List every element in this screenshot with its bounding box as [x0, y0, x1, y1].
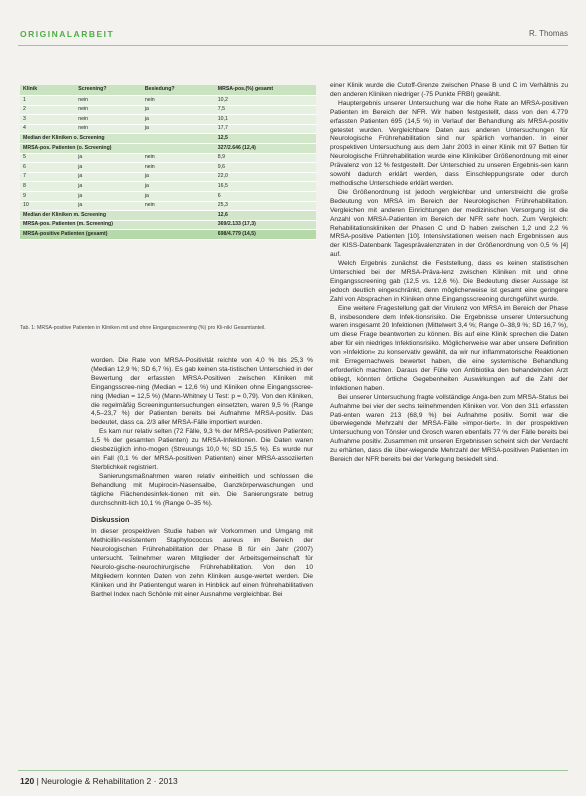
cell: 9,6 [215, 163, 316, 173]
cell: ja [142, 105, 215, 115]
cell: 25,3 [215, 201, 316, 211]
col-header-screening: Screening? [75, 85, 142, 96]
cell: 7,5 [215, 105, 316, 115]
page-number: 120 [20, 776, 35, 786]
cell: 4 [20, 124, 75, 134]
cell: ja [142, 182, 215, 192]
summary-row [20, 220, 316, 230]
table-row [20, 191, 316, 201]
section-label: ORIGINALARBEIT [20, 29, 115, 39]
cell: 6 [215, 191, 316, 201]
footer-divider [18, 770, 568, 771]
paragraph: Sanierungsmaßnahmen waren relativ einheitlich und schlossen die Behandlung mit Mupirocin-Nasensalbe, Ganzkörperwaschungen und tägliche Flächendesinfek-tionen mit ein. Die Sanierungsrate betrug durchschnitt-lich 10,1 % (Range 0–35 %). [91, 472, 313, 507]
summary-value: 12,5 [215, 134, 316, 144]
cell: ja [142, 124, 215, 134]
page-footer [20, 776, 178, 786]
summary-row [20, 211, 316, 221]
table-row [20, 201, 316, 211]
cell: ja [75, 163, 142, 173]
paragraph: Eine weitere Fragestellung galt der Virulenz von MRSA im Bereich der Phase B, insbesondere dem Infek-tionsrisiko. Die Ergebnisse unserer Untersuchung waren insgesamt 20 Infektionen (Mittelwert 3,4 %; Range 0–38,9 %; SD 16,7 %), um diese Frage beantworten zu können. Bis auf eine Klinik sprechen die Daten aber für ein niedriges Infektionsrisiko. Möglicherweise war aber unsere Definition von »Infektion« zu konservativ gewählt, da wir nur inflammatorische Reaktionen mit Erregernachweis bewertet haben, die eine systemische Behandlung erforderlich machten. Daraus der Fülle von Antibiotika den behandelnden Arzt obliegt, könnten örtliche Gegebenheiten Auswirkungen auf die Zahl der Infektionen haben. [330, 304, 568, 392]
paragraph: Hauptergebnis unserer Untersuchung war die hohe Rate an MRSA-positiven Patienten im Bereich der NFR. Wir haben festgestellt, dass von den 4.779 erfassten Patienten 695 (14,5 %) in Verlauf der Behandlung als MRSA-positiv getestet wurden. Vergleichbare Daten aus anderen Untersuchungen für Neurologische Frührehabilitation sind nur spärlich vorhanden. In einer prospektiven Untersuchung aus dem Jahr 2003 in einer Klinik mit 97 Betten für Neurologische Frührehabilitation wurde eine Kliniküber Größenordnung mit einer Prävalenz von 12 % festgestellt. Der Unterschied zu unseren Ergebnis-sen kann sowohl dadurch erklärt werden, dass Einschleppungsrate oder durch methodische Unterschiede erklärt werden. [330, 99, 568, 187]
cell: 5 [20, 153, 75, 163]
cell: 3 [20, 115, 75, 125]
cell: nein [75, 105, 142, 115]
cell: 22,0 [215, 172, 316, 182]
cell: ja [75, 182, 142, 192]
cell: 16,5 [215, 182, 316, 192]
cell: nein [75, 96, 142, 106]
cell: 2 [20, 105, 75, 115]
cell: nein [142, 201, 215, 211]
cell: nein [142, 96, 215, 106]
summary-value: 369/2.133 (17,3) [215, 220, 316, 230]
table-row [20, 105, 316, 115]
table-row [20, 153, 316, 163]
col-header-mrsa: MRSA-pos.(%) gesamt [215, 85, 316, 96]
cell: nein [75, 115, 142, 125]
cell: 17,7 [215, 124, 316, 134]
col-header-besiedung: Besiedung? [142, 85, 215, 96]
journal-name: | Neurologie & Rehabilitation 2 · 2013 [36, 776, 178, 786]
cell: nein [142, 153, 215, 163]
paragraph: Welch Ergebnis zunächst die Feststellung, dass es keinen statistischen Unterschied bei der MRSA-Präva-lenz zwischen Kliniken mit und ohne Eingangsscreening gab (12,5 vs. 12,6 %). Die Bedeutung dieser Aussage ist jedoch deutlich eingeschränkt, denn möglicherweise ist gesamt eine geringere Zahl von Absprachen in Kliniken ohne Eingangsscreening durchgeführt wurde. [330, 260, 568, 303]
paragraph: Es kam nur relativ selten (72 Fälle, 9,3 % der MRSA-positiven Patienten; 1,5 % der gesamten Patienten) zu MRSA-Infektionen. Die Daten waren diesbezüglich inho-mogen (Streuungs 10,0 %; SD 15,5 %). Es wurde nur ein Fall (0,1 % der MRSA-positiven Patienten) einer MRSA-assoziierten Sterblichkeit registriert. [91, 428, 313, 471]
section-heading: Diskussion [91, 515, 130, 525]
paragraph: In dieser prospektiven Studie haben wir Vorkommen und Umgang mit Methicillin-resistentem Staphylococcus aureus im Bereich der Neurologischen Frührehabilitation der Phase B für ein Jahr (2007) untersucht. Teilnehmer waren Mitglieder der Arbeitsgemeinschaft für Neurolo-gische-neurochirurgische Frührehabilitation. Von den 10 Mitgliedern konnten Daten von zehn Kliniken ausge-wertet werden. Die Kliniken und ihr Patientengut waren in Hinblick auf einen frührehabilitativen Barthel Index nach Schönle mit einer Ausnahme vergleichbar. Bei [91, 528, 313, 598]
author-name: R. Thomas [529, 29, 568, 38]
paragraph: einer Klinik wurde die Cutoff-Grenze zwischen Phase B und C im Verhältnis zu den anderen Kliniken niedriger (-75 Punkte FRBI) gewählt. [330, 82, 568, 98]
cell: 8 [20, 182, 75, 192]
summary-row [20, 134, 316, 144]
body-column-left [91, 357, 313, 600]
cell: 8,9 [215, 153, 316, 163]
cell: 6 [20, 163, 75, 173]
total-label: MRSA-positive Patienten (gesamt) [20, 230, 215, 240]
cell: ja [142, 191, 215, 201]
cell: 1 [20, 96, 75, 106]
summary-row [20, 143, 316, 153]
paragraph: Die Größenordnung ist jedoch vergleichbar und unterstreicht die große Bedeutung von MRSA im Bereich der Neurologischen Frührehabilitation. Vergleichen mit anderen Einrichtungen der medizinischen Versorgung ist die Anzahl von MRSA-Patienten im Bereich der NFR sehr hoch. Zum Vergleich: Rehabilitationskliniken der Phasen C und D haben zwischen 1,2 und 2,2 % MRSA-positive Patienten [10]. Intensivstationen weisen nach Ergebnissen aus der KISS-Datenbank Tagesprävalenzraten in der Größenordnung von 0,5 % [4] auf. [330, 188, 568, 259]
cell: nein [142, 163, 215, 173]
summary-label: Median der Kliniken o. Screening [20, 134, 215, 144]
cell: 9 [20, 191, 75, 201]
cell: ja [75, 153, 142, 163]
paragraph: worden. Die Rate von MRSA-Positivität reichte von 4,0 % bis 25,3 % (Median 12,9 %; SD 6,7 %). Es gab keinen sta-tistischen Unterschied in der Bewertung der erfassten MRSA-Positiven zwischen Kliniken mit Eingangsscree-ning (Median = 12,6 %) und Kliniken ohne Eingangsscree-ning (Median = 12,5 %) (Mann-Whitney U Test: p = 0,79). Von den Kliniken, die regelmäßig Screeninguntersuchungen einsetzten, waren 9,5 % (Range 4,5–23,7 %) der Patienten bereits bei Aufnahme MRSA-positiv. Das bedeutet, dass ca. 2/3 aller MRSA-Fälle importiert wurden. [91, 357, 313, 427]
col-header-klinik: Klinik [20, 85, 75, 96]
summary-value: 327/2.646 (12,4) [215, 143, 316, 153]
body-column-right [330, 82, 568, 465]
summary-label: MRSA-pos. Patienten (o. Screening) [20, 143, 215, 153]
total-row [20, 230, 316, 240]
table-row [20, 172, 316, 182]
header-divider [18, 45, 568, 46]
cell: 10,2 [215, 96, 316, 106]
cell: 10 [20, 201, 75, 211]
cell: nein [75, 124, 142, 134]
table-row [20, 163, 316, 173]
table-row [20, 115, 316, 125]
mrsa-table [20, 85, 316, 240]
total-value: 698/4.779 (14,5) [215, 230, 316, 240]
cell: ja [75, 201, 142, 211]
cell: ja [142, 115, 215, 125]
cell: ja [142, 172, 215, 182]
paragraph: Bei unserer Untersuchung fragte vollständige Anga-ben zum MRSA-Status bei Aufnahme bei vier der sechs teilnehmenden Kliniken vor. Von den 311 erfassten Pati-enten waren 213 (68,9 %) bei Aufnahme positiv. Somit war die überwiegende Mehrzahl der MRSA-Fälle »impor-tiert«. In der prospektiven Untersuchung von Tönsler und Grosch waren ebenfalls 77 % der Fälle bereits bei Aufnahme positiv. Zusammen mit unseren Ergebnissen scheint sich der Verdacht zu erhärten, dass die über-wiegende Mehrzahl der MRSA-positiven Patienten im Bereich der NFR bereits bei der Verlegung besiedelt sind. [330, 393, 568, 464]
table-row [20, 182, 316, 192]
table-header-row [20, 85, 316, 96]
table-caption: Tab. 1: MRSA-positive Patienten in Kliniken mit und ohne Eingangsscreening (%) pro Kli-nik/ Gesamtanteil. [20, 325, 266, 331]
cell: 7 [20, 172, 75, 182]
table-row [20, 124, 316, 134]
table-row [20, 96, 316, 106]
cell: 10,1 [215, 115, 316, 125]
cell: ja [75, 172, 142, 182]
cell: ja [75, 191, 142, 201]
summary-value: 12,6 [215, 211, 316, 221]
summary-label: Median der Kliniken m. Screening [20, 211, 215, 221]
summary-label: MRSA-pos. Patienten (m. Screening) [20, 220, 215, 230]
